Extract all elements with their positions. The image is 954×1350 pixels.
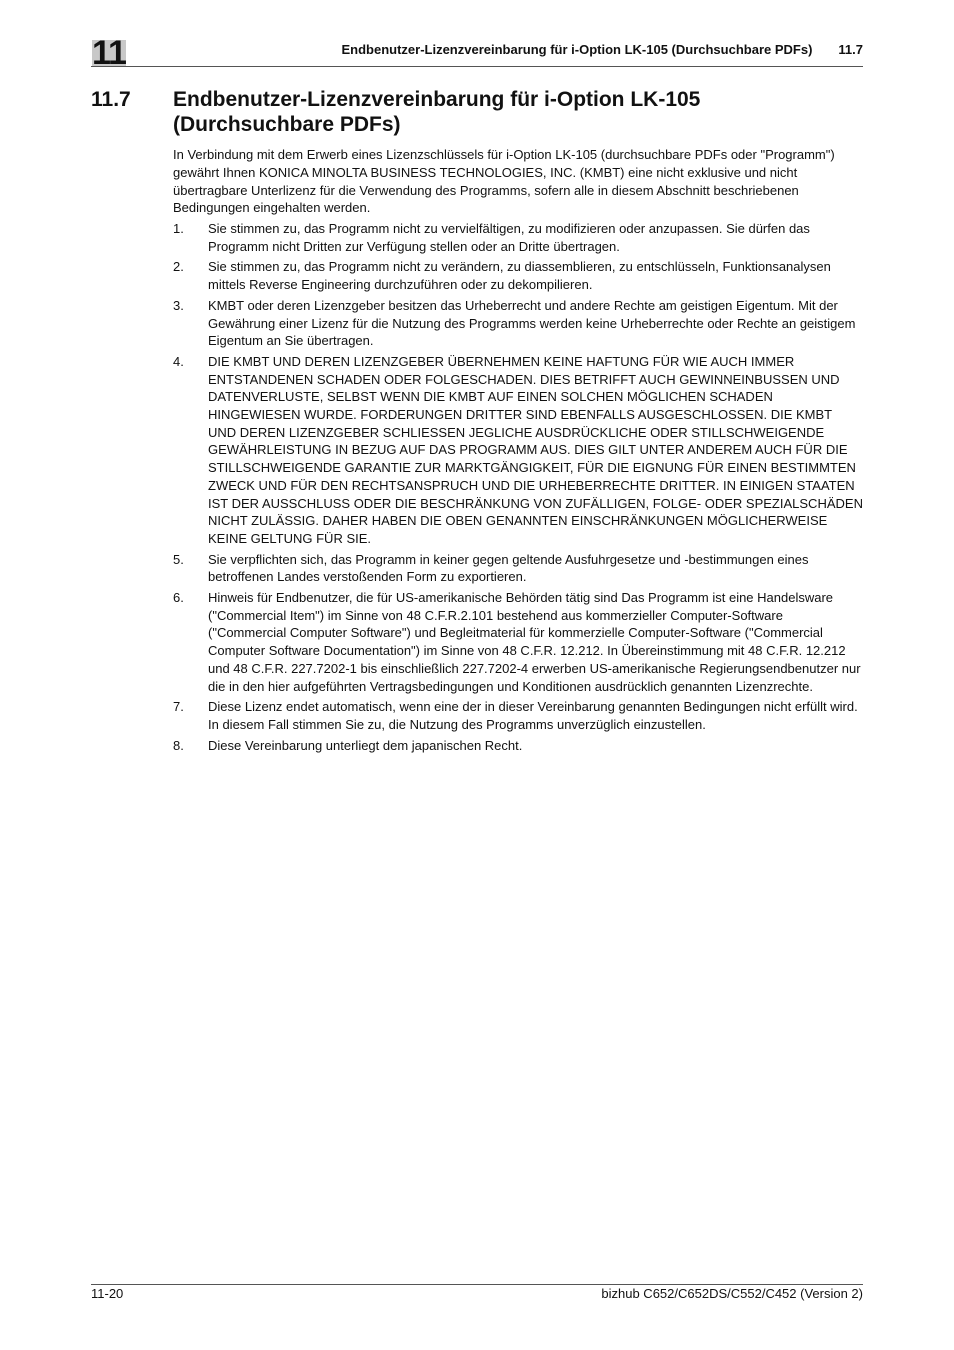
intro-paragraph: In Verbindung mit dem Erwerb eines Lizenzschlüssels für i-Option LK-105 (durchsuchbare PDFs oder "Programm") gewährt Ihnen KONICA MINOLTA BUSINESS TECHNOLOGIES, INC. (KMBT) eine nicht exklusive und nicht übertragbare Unterlizenz für die Verwendung des Programms, sofern alle in diesem Abschnitt beschriebenen Bedingungen eingehalten werden. — [173, 147, 835, 216]
list-item — [173, 551, 863, 586]
list-item — [173, 353, 863, 548]
section-title-line-2: (Durchsuchbare PDFs) — [173, 113, 401, 136]
footer-product-name: bizhub C652/C652DS/C552/C452 (Version 2) — [601, 1286, 863, 1301]
list-item-number: 8. — [173, 737, 184, 753]
chapter-number: 11 — [92, 34, 126, 72]
list-item-number: 2. — [173, 259, 184, 275]
section-title-line-1: Endbenutzer-Lizenzvereinbarung für i-Option LK-105 — [173, 88, 701, 111]
list-item — [173, 698, 863, 733]
list-item-number: 3. — [173, 297, 184, 313]
section-title — [173, 87, 863, 137]
list-item-number: 1. — [173, 221, 184, 236]
list-item-number: 5. — [173, 551, 184, 567]
header-rule — [91, 66, 863, 67]
list-item-text: Sie stimmen zu, das Programm nicht zu vervielfältigen, zu modifizieren oder anzupassen. Sie dürfen das Programm nicht Dritten zur Verfügung stellen oder an Dritte übertragen. — [208, 221, 810, 254]
footer-rule — [91, 1284, 863, 1285]
list-item — [173, 737, 863, 755]
section-number: 11.7 — [91, 88, 131, 111]
list-item-text: Sie verpflichten sich, das Programm in keiner gegen geltende Ausfuhrgesetze und -bestimmungen eines betroffenen Landes verstoßenden Form zu exportieren. — [208, 551, 809, 585]
license-terms-list — [173, 220, 863, 757]
list-item-number: 7. — [173, 699, 184, 715]
list-item-text: Sie stimmen zu, das Programm nicht zu verändern, zu diassemblieren, zu entschlüsseln, Funktionsanalysen mittels Reverse Engineering durchzuführen oder zu dekompilieren. — [208, 259, 831, 293]
list-item — [173, 297, 863, 350]
list-item — [173, 589, 863, 695]
list-item — [173, 258, 863, 293]
running-header — [341, 42, 863, 58]
list-item-text: KMBT oder deren Lizenzgeber besitzen das Urheberrecht und andere Rechte am geistigen Eigentum. Mit der Gewährung einer Lizenz für die Nutzung des Programms werden keine Urheberrechte oder Rechte an geistigem Eigentum an Sie übertragen. — [208, 297, 856, 349]
list-item — [173, 220, 863, 255]
list-item-text: Diese Vereinbarung unterliegt dem japanischen Recht. — [208, 737, 523, 753]
list-item-text: Diese Lizenz endet automatisch, wenn eine der in dieser Vereinbarung genannten Bedingungen nicht erfüllt wird. In diesem Fall stimmen Sie zu, die Nutzung des Programms unverzüglich einzustellen. — [208, 699, 858, 732]
list-item-number: 4. — [173, 353, 184, 369]
list-item-number: 6. — [173, 590, 184, 606]
running-header-section: 11.7 — [838, 42, 863, 57]
running-header-title: Endbenutzer-Lizenzvereinbarung für i-Option LK-105 (Durchsuchbare PDFs) — [341, 42, 813, 57]
list-item-text: Hinweis für Endbenutzer, die für US-amerikanische Behörden tätig sind Das Programm ist eine Handelsware ("Commercial Item") im Sinne von 48 C.F.R.2.101 bestehend aus kommerzieller Computer-Software ("Commercial Computer Software") und Begleitmaterial für kommerzielle Computer-Software ("Commercial Computer Software Documentation") im Sinne von 48 C.F.R. 12.212. In Übereinstimmung mit 48 C.F.R. 12.212 und 48 C.F.R. 227.7202-1 bis einschließlich 227.7202-4 erwerben US-amerikanische Regierungsendbenutzer nur die in den hier aufgeführten Vertragsbedingungen und Konditionen ausdrücklich genannten Lizenzrechte. — [208, 590, 861, 694]
footer-page-number: 11-20 — [91, 1286, 124, 1301]
list-item-text: DIE KMBT UND DEREN LIZENZGEBER ÜBERNEHMEN KEINE HAFTUNG FÜR WIE AUCH IMMER ENTSTANDENEN SCHADEN ODER FOLGESCHADEN. DIES BETRIFFT AUCH GEWINNEINBUSSEN UND DATENVERLUSTE, SELBST WENN DIE KMBT AUF EINEN SOLCHEN MÖGLICHEN SCHADEN HINGEWIESEN WURDE. FORDERUNGEN DRITTER SIND EBENFALLS AUSGESCHLOSSEN. DIE KMBT UND DEREN LIZENZGEBER SCHLIESSEN JEGLICHE AUSDRÜCKLICHE ODER STILLSCHWEIGENDE GEWÄHRLEISTUNG IN BEZUG AUF DAS PROGRAMM AUS. DIES GILT UNTER ANDEREM AUCH FÜR DIE STILLSCHWEIGENDE GARANTIE ZUR MARKTGÄNGIGKEIT, FÜR DIE EIGNUNG FÜR EINEN BESTIMMTEN ZWECK UND FÜR DEN RECHTSANSPRUCH UND DIE URHEBERRECHTE DRITTER. IN EINIGEN STAATEN IST DER AUSSCHLUSS ODER DIE BESCHRÄNKUNG VON ZUFÄLLIGEN, FOLGE- ODER SPEZIALSCHÄDEN NICHT ZULÄSSIG. DAHER HABEN DIE OBEN GENANNTEN EINSCHRÄNKUNGEN MÖGLICHERWEISE KEINE GELTUNG FÜR SIE. — [208, 353, 863, 546]
